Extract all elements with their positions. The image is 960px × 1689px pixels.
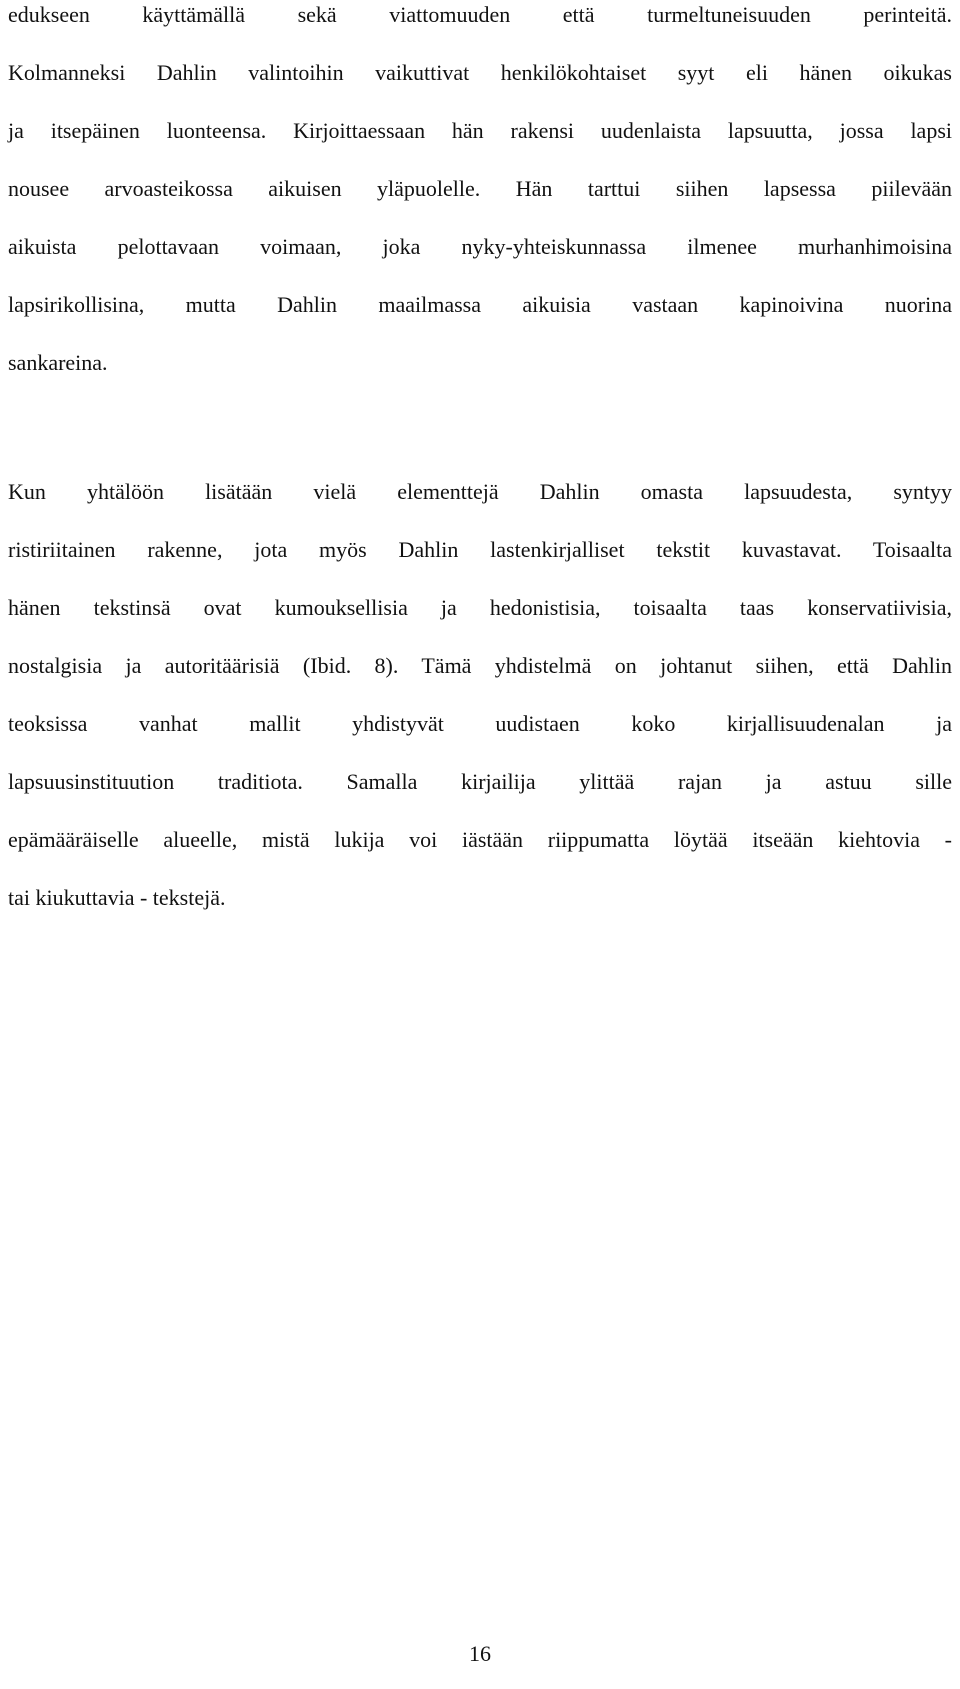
text-line: epämääräiselle alueelle, mistä lukija voi iästään riippumatta löytää itseään kiehtovia - xyxy=(8,827,952,852)
text-line: tai kiukuttavia - tekstejä. xyxy=(8,885,226,910)
paragraph-1 xyxy=(8,0,952,406)
text-line: nousee arvoasteikossa aikuisen yläpuolelle. Hän tarttui siihen lapsessa piilevään xyxy=(8,176,952,201)
text-line: lapsuusinstituution traditiota. Samalla kirjailija ylittää rajan ja astuu sille xyxy=(8,769,952,794)
text-line: teoksissa vanhat mallit yhdistyvät uudistaen koko kirjallisuudenalan ja xyxy=(8,711,952,736)
text-line: sankareina. xyxy=(8,350,108,375)
text-line: ristiriitainen rakenne, jota myös Dahlin lastenkirjalliset tekstit kuvastavat. Toisaalta xyxy=(8,537,952,562)
text-line: hänen tekstinsä ovat kumouksellisia ja hedonistisia, toisaalta taas konservatiivisia, xyxy=(8,595,952,620)
text-line: aikuista pelottavaan voimaan, joka nyky-yhteiskunnassa ilmenee murhanhimoisina xyxy=(8,234,952,259)
text-line: nostalgisia ja autoritäärisiä (Ibid. 8). Tämä yhdistelmä on johtanut siihen, että Dahlin xyxy=(8,653,952,678)
text-line: Kun yhtälöön lisätään vielä elementtejä Dahlin omasta lapsuudesta, syntyy xyxy=(8,479,952,504)
text-line: Kolmanneksi Dahlin valintoihin vaikuttivat henkilökohtaiset syyt eli hänen oikukas xyxy=(8,60,952,85)
paragraph-2 xyxy=(8,477,952,941)
page-number: 16 xyxy=(469,1641,491,1666)
text-line: lapsirikollisina, mutta Dahlin maailmassa aikuisia vastaan kapinoivina nuorina xyxy=(8,292,952,317)
text-line: edukseen käyttämällä sekä viattomuuden että turmeltuneisuuden perinteitä. xyxy=(8,2,952,27)
text-line: ja itsepäinen luonteensa. Kirjoittaessaan hän rakensi uudenlaista lapsuutta, jossa lapsi xyxy=(8,118,952,143)
